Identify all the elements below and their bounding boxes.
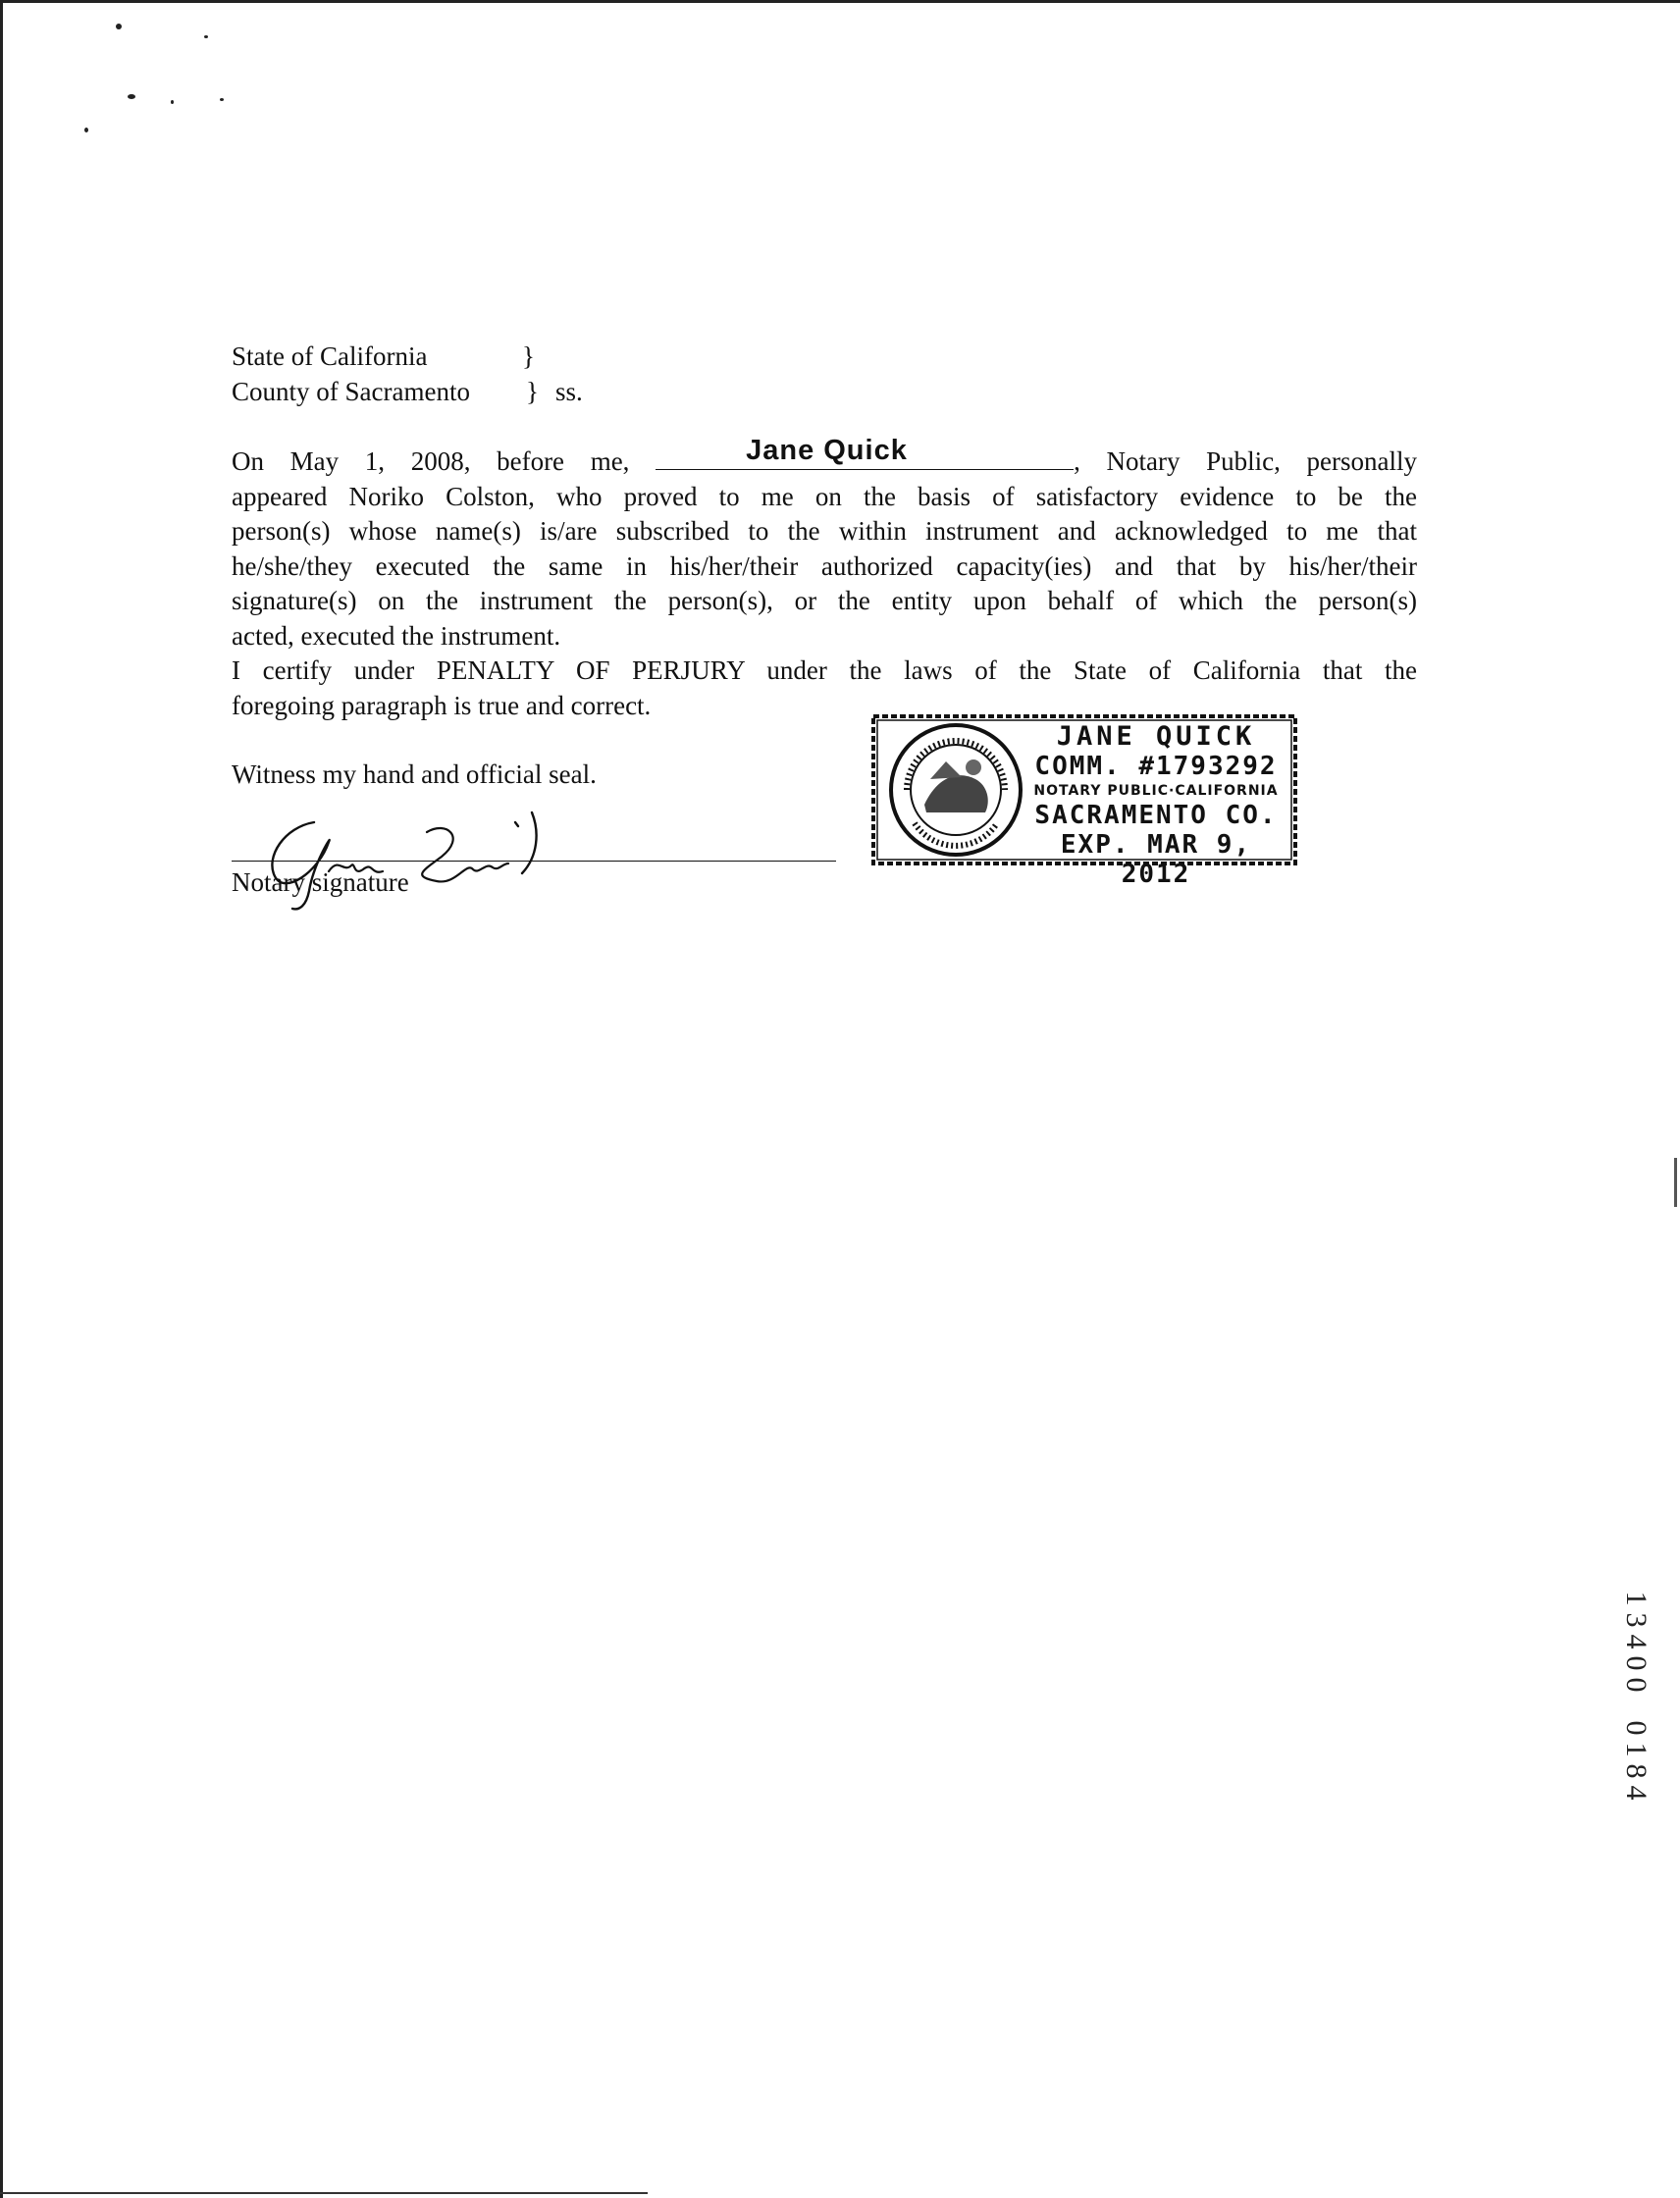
scan-edge-left xyxy=(0,0,3,2198)
side-digit: 0 xyxy=(1620,1677,1653,1693)
side-digit: 0 xyxy=(1620,1655,1653,1671)
acknowledgment-line xyxy=(232,435,1417,480)
notary-seal-stamp xyxy=(867,710,1301,889)
side-digit: 3 xyxy=(1620,1612,1653,1628)
side-digit: 0 xyxy=(1620,1720,1653,1736)
scan-speck xyxy=(220,98,224,101)
venue-brace: } xyxy=(522,341,535,371)
side-digit: 1 xyxy=(1620,1742,1653,1757)
notary-name-blank xyxy=(656,435,1074,470)
venue-state: State of California xyxy=(232,341,428,371)
perjury-line: I certify under PENALTY OF PERJURY under the laws of the State of California that the xyxy=(232,655,1417,685)
scan-speck xyxy=(171,100,174,104)
side-digit: 4 xyxy=(1620,1634,1653,1649)
scan-edge-top xyxy=(0,0,1680,3)
signature-label: Notary signature xyxy=(232,867,409,897)
venue-block xyxy=(232,339,583,409)
acknowledgment-paragraph xyxy=(232,435,1417,723)
seal-expiration: EXP. MAR 9, 2012 xyxy=(1060,830,1252,889)
acknowledgment-line: signature(s) on the instrument the person(s), or the entity upon behalf of which the person(s) xyxy=(232,586,1417,615)
seal-text-block xyxy=(1024,722,1287,889)
side-digit: 4 xyxy=(1620,1785,1653,1801)
side-digit: 1 xyxy=(1620,1591,1653,1606)
seal-commission-number: COMM. #1793292 xyxy=(1034,752,1278,781)
scan-speck xyxy=(128,94,135,99)
acknowledgment-line: acted, executed the instrument. xyxy=(232,620,561,651)
acknowledgment-line: appeared Noriko Colston, who proved to me on the basis of satisfactory evidence to be the xyxy=(232,481,1417,511)
notary-name-handprinted: Jane Quick xyxy=(746,435,908,466)
seal-state-line: NOTARY PUBLIC·CALIFORNIA xyxy=(1033,783,1279,799)
seal-county: SACRAMENTO CO. xyxy=(1034,801,1278,830)
signature-line xyxy=(232,861,836,862)
venue-brace: } xyxy=(526,377,539,406)
acknowledgment-line: he/she/they executed the same in his/her/their authorized capacity(ies) and that by his/her/their xyxy=(232,550,1417,581)
scan-edge-mark xyxy=(1674,1158,1677,1207)
witness-statement: Witness my hand and official seal. xyxy=(232,759,597,789)
acknowledgment-line: person(s) whose name(s) is/are subscribed to the within instrument and acknowledged to me that xyxy=(232,516,1417,546)
side-digit: 8 xyxy=(1620,1763,1653,1779)
perjury-line: foregoing paragraph is true and correct. xyxy=(232,690,652,720)
seal-notary-name: JANE QUICK xyxy=(1056,721,1256,752)
intro-text-end: , Notary Public, personally xyxy=(1074,446,1417,476)
venue-ss: ss. xyxy=(555,377,583,406)
scan-speck xyxy=(204,35,208,38)
scan-speck xyxy=(84,128,88,132)
scan-speck xyxy=(116,24,122,29)
intro-text: On May 1, 2008, before me, xyxy=(232,446,630,476)
venue-county: County of Sacramento xyxy=(232,377,470,406)
document-side-number xyxy=(1621,1588,1651,1804)
scan-edge-bottom xyxy=(0,2192,648,2194)
